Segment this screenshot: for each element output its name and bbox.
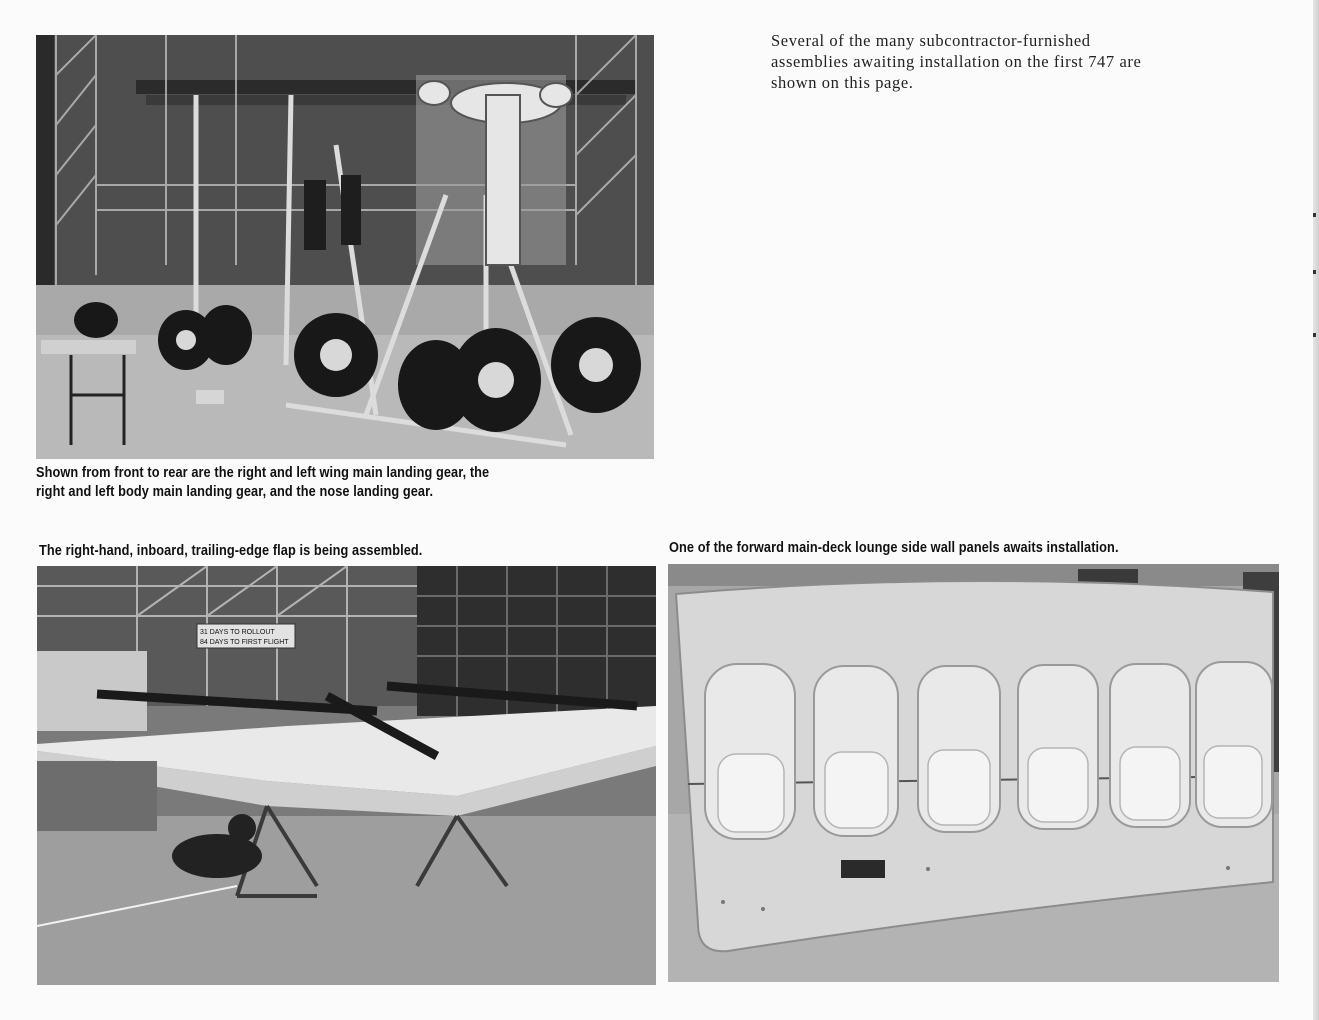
flap-photo <box>37 566 656 985</box>
intro-paragraph: Several of the many subcontractor-furnished assemblies awaiting installation on the first 747 are shown on this page. <box>771 31 1142 92</box>
page-mark <box>1313 213 1316 217</box>
landing-gear-caption-line1: Shown from front to rear are the right and left wing main landing gear, the <box>36 465 490 481</box>
wall-panel-caption: One of the forward main-deck lounge side wall panels awaits installation. <box>669 540 1119 556</box>
landing-gear-caption-line2: right and left body main landing gear, and the nose landing gear. <box>36 484 434 500</box>
page-edge <box>1313 0 1319 1020</box>
landing-gear-photo <box>36 35 654 459</box>
wall-panel-photo <box>668 564 1279 982</box>
countdown-sign-line2: 84 DAYS TO FIRST FLIGHT <box>200 639 289 646</box>
countdown-sign-line1: 31 DAYS TO ROLLOUT <box>200 629 275 636</box>
page-mark <box>1313 333 1316 337</box>
flap-caption: The right-hand, inboard, trailing-edge flap is being assembled. <box>39 543 423 559</box>
page-mark <box>1313 270 1316 274</box>
